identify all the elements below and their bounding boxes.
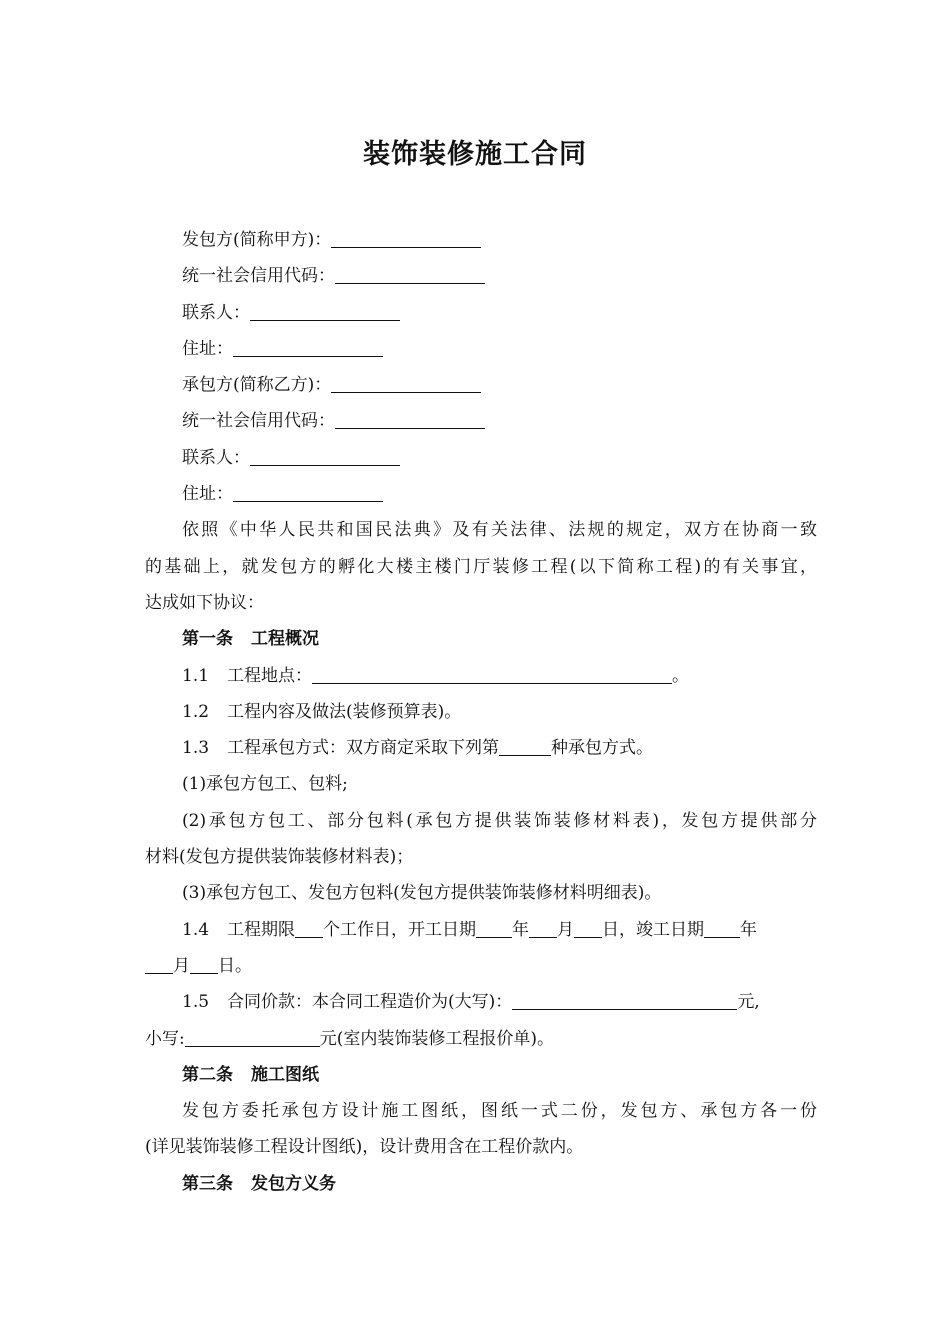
party-b-address-blank (233, 479, 383, 502)
party-a-address-line (145, 331, 817, 367)
article-2-title: 施工图纸 (251, 1064, 319, 1085)
article-2-line-1: 发包方委托承包方设计施工图纸，图纸一式二份，发包方、承包方各一份 (182, 1101, 817, 1122)
item-1-3-pre: 工程承包方式：双方商定采取下列第 (227, 738, 500, 759)
price-uppercase-blank (512, 987, 737, 1010)
item-1-5-line-2 (145, 1021, 817, 1057)
party-b-name-label: 承包方(简称乙方)： (182, 375, 332, 396)
preamble-line-2: 的基础上，就发包方的孵化大楼主楼门厅装修工程(以下简称工程)的有关事宜， (145, 556, 817, 577)
item-1-4-a: 工程期限 (227, 919, 296, 940)
end-month-blank (145, 951, 173, 974)
item-1-4-month2: 月 (173, 955, 190, 976)
party-a-contact-blank (250, 298, 400, 321)
party-a-contact-label: 联系人： (182, 302, 250, 323)
item-1-4-number: 1.4 (182, 919, 210, 940)
price-lowercase-blank (185, 1024, 320, 1047)
item-1-4-month: 月 (557, 919, 575, 940)
work-days-blank (295, 915, 323, 938)
party-b-credit-code-label: 统一社会信用代码： (182, 411, 335, 432)
article-1-title: 工程概况 (251, 629, 319, 650)
item-1-5-b: 元, (737, 992, 760, 1013)
item-1-4-b: 个工作日，开工日期 (323, 919, 477, 940)
party-a-name-blank (331, 225, 481, 248)
start-day-blank (574, 915, 602, 938)
item-1-1-number: 1.1 (182, 665, 210, 686)
party-a-credit-code-blank (335, 261, 485, 284)
party-b-contact-line (145, 440, 817, 476)
party-b-credit-code-line (145, 403, 817, 439)
item-1-2-number: 1.2 (182, 701, 210, 722)
option-1: (1)承包方包工、包料; (182, 774, 348, 795)
document-title: 装饰装修施工合同 (363, 139, 587, 170)
preamble-line-1: 依照《中华人民共和国民法典》及有关法律、法规的规定，双方在协商一致 (182, 520, 817, 541)
project-location-blank (312, 661, 672, 684)
item-1-4-line-1 (145, 912, 817, 948)
party-b-address-line (145, 476, 817, 512)
party-a-credit-code-line (145, 258, 817, 294)
party-b-name-line (145, 367, 817, 403)
article-2-number: 第二条 (182, 1064, 233, 1085)
item-1-3 (145, 730, 817, 766)
item-1-5-c: 小写: (145, 1028, 185, 1049)
document-body (145, 222, 817, 1202)
contract-method-blank (499, 733, 551, 756)
article-3-number: 第三条 (182, 1173, 233, 1194)
item-1-4-year2: 年 (740, 919, 758, 940)
party-b-credit-code-blank (335, 406, 485, 429)
article-1-heading (145, 621, 817, 657)
party-b-address-label: 住址： (182, 484, 233, 505)
item-1-4-year: 年 (512, 919, 530, 940)
article-2-heading (145, 1057, 817, 1093)
party-a-name-line (145, 222, 817, 258)
item-1-3-post: 种承包方式。 (551, 738, 654, 759)
option-2-line-2: 材料(发包方提供装饰装修材料表)； (145, 847, 414, 868)
party-a-address-blank (233, 334, 383, 357)
item-1-5-a: 合同价款：本合同工程造价为(大写)： (227, 992, 513, 1013)
article-3-title: 发包方义务 (251, 1173, 336, 1194)
item-1-5-line-1 (145, 984, 817, 1020)
end-year-blank (704, 915, 740, 938)
party-a-contact-line (145, 295, 817, 331)
item-1-2-text: 工程内容及做法(装修预算表)。 (227, 701, 462, 722)
option-3: (3)承包方包工、发包方包料(发包方提供装饰装修材料明细表)。 (182, 883, 662, 904)
party-a-credit-code-label: 统一社会信用代码： (182, 266, 335, 287)
item-1-3-number: 1.3 (182, 738, 210, 759)
item-1-4-day: 日，竣工日期 (602, 919, 705, 940)
item-1-1-end: 。 (672, 665, 690, 686)
party-a-name-label: 发包方(简称甲方)： (182, 230, 332, 250)
item-1-1 (145, 658, 817, 694)
article-3-heading (145, 1166, 817, 1202)
item-1-1-label: 工程地点： (227, 665, 313, 686)
item-1-4-day2: 日。 (218, 955, 252, 976)
item-1-4-line-2 (145, 948, 817, 984)
option-2-line-1: (2)承包方包工、部分包料(承包方提供装饰装修材料表)，发包方提供部分 (182, 810, 817, 831)
party-b-name-blank (331, 370, 481, 393)
item-1-5-d: 元(室内装饰装修工程报价单)。 (319, 1028, 554, 1049)
party-b-contact-blank (250, 443, 400, 466)
party-a-address-label: 住址： (182, 338, 233, 359)
preamble-line-3: 达成如下协议： (145, 592, 264, 613)
end-day-blank (190, 951, 218, 974)
item-1-2 (145, 694, 817, 730)
item-1-5-number: 1.5 (182, 992, 210, 1013)
article-1-number: 第一条 (182, 629, 233, 650)
party-b-contact-label: 联系人： (182, 447, 250, 468)
start-month-blank (529, 915, 557, 938)
start-year-blank (476, 915, 512, 938)
article-2-line-2: (详见装饰装修工程设计图纸)，设计费用含在工程价款内。 (145, 1137, 584, 1158)
